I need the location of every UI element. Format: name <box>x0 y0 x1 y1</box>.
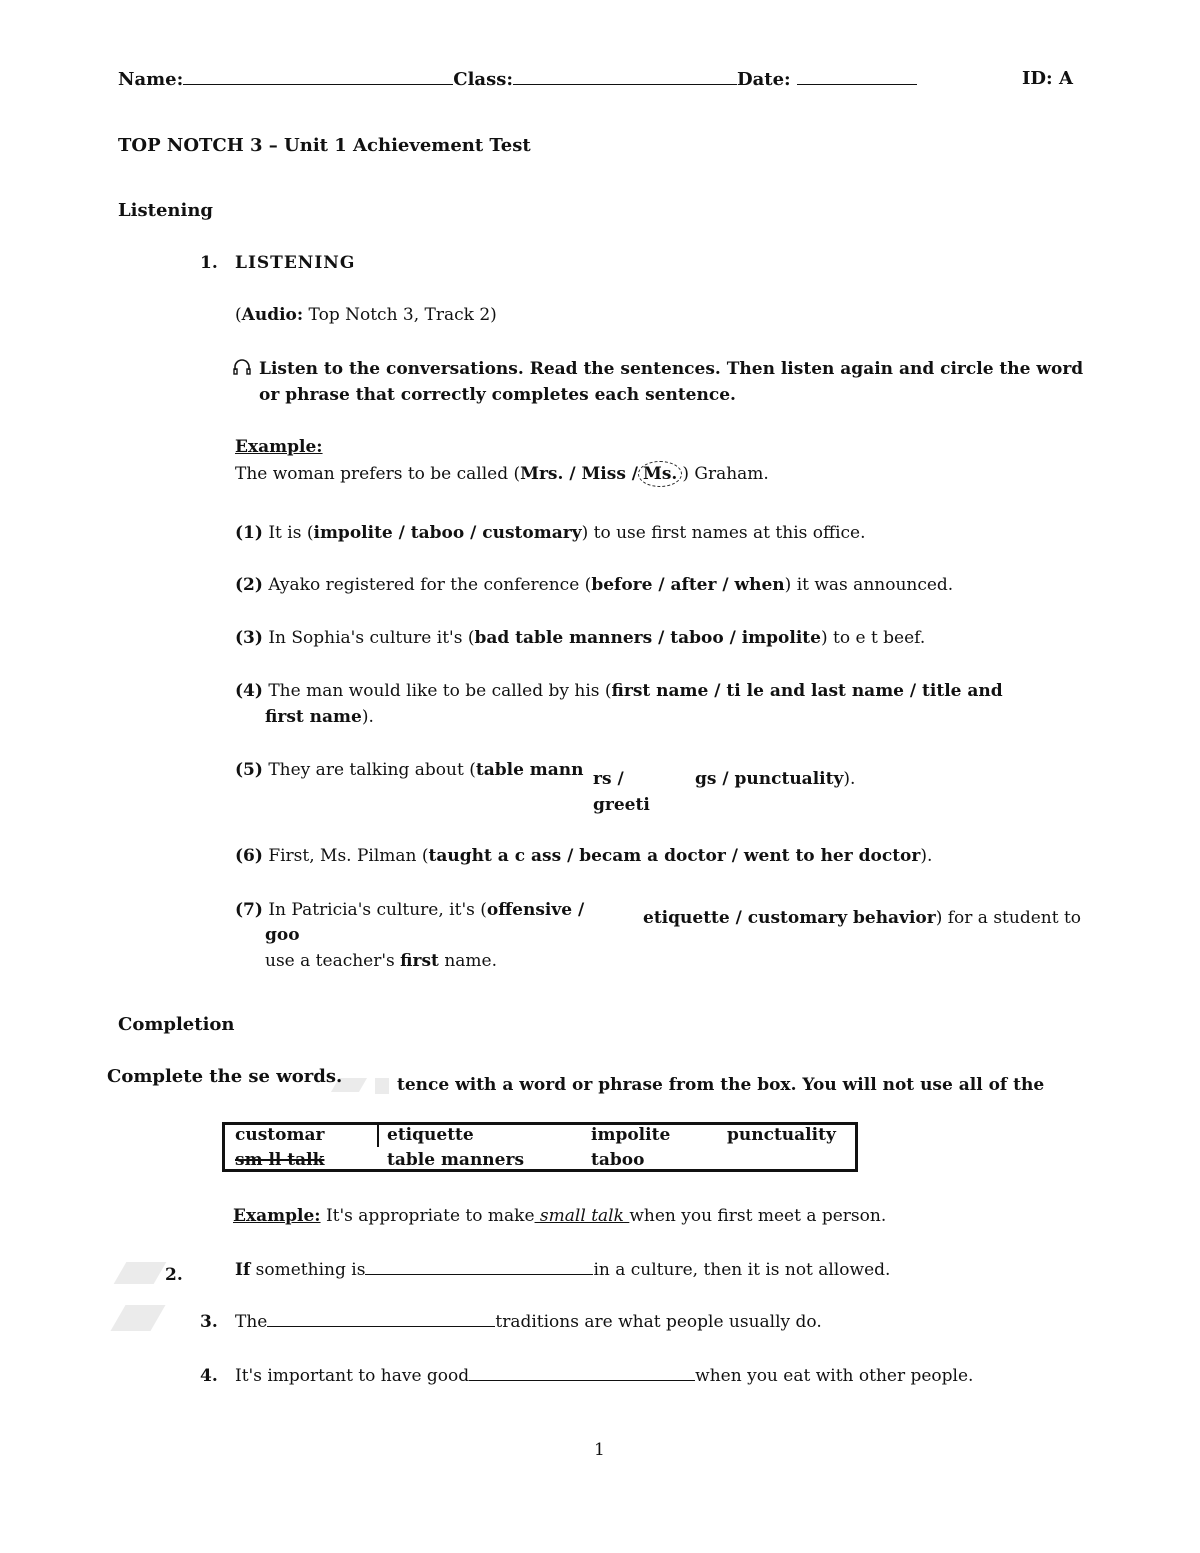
option-fragment: etiquette / customary behavior) for a student to <box>643 908 1082 928</box>
word-box-divider <box>377 1125 379 1147</box>
example-answer: small talk <box>534 1206 630 1226</box>
word-box <box>222 1122 858 1172</box>
completion-instruction: Complete the se words. <box>107 1066 343 1087</box>
test-id: ID: A <box>1022 68 1073 89</box>
listening-item: (5) They are talking about (table mann <box>235 760 584 780</box>
listening-item: (3) In Sophia's culture it's (bad table manners / taboo / impolite) to e t beef. <box>235 628 926 648</box>
question-number: 3. <box>200 1312 218 1332</box>
audio-reference: (Audio: Top Notch 3, Track 2) <box>235 305 497 325</box>
word-box-item: impolite <box>591 1125 671 1145</box>
word-box-item: punctuality <box>727 1125 836 1145</box>
example-label: Example: <box>233 1206 321 1226</box>
header-fields <box>118 68 917 90</box>
date-blank[interactable] <box>797 68 917 85</box>
option-fragment[interactable]: goo <box>265 925 300 945</box>
example-label: Example: <box>235 437 323 457</box>
page-number: 1 <box>594 1440 605 1460</box>
word-box-item-used: sm ll talk <box>235 1150 325 1170</box>
date-label: Date: <box>737 69 791 90</box>
page-title: TOP NOTCH 3 – Unit 1 Achievement Test <box>118 135 531 156</box>
answer-blank[interactable] <box>267 1312 495 1327</box>
word-box-item: etiquette <box>387 1125 474 1145</box>
listening-item-continued: first name). <box>265 707 374 727</box>
example-sentence: The woman prefers to be called (Mrs. / Miss / Ms. ) Graham. <box>235 461 769 487</box>
question-heading: LISTENING <box>235 253 356 273</box>
name-label: Name: <box>118 69 184 90</box>
answer-blank[interactable] <box>365 1260 593 1275</box>
listening-item: (4) The man would like to be called by his (first name / ti le and last name / title and <box>235 681 1003 701</box>
watermark-fragment <box>114 1262 167 1284</box>
question-number: 4. <box>200 1366 218 1386</box>
listening-item: (1) It is (impolite / taboo / customary) to use first names at this office. <box>235 523 866 543</box>
section-heading-completion: Completion <box>118 1014 235 1035</box>
answer-blank[interactable] <box>469 1366 695 1381</box>
option-fragment: gs / punctuality). <box>695 769 856 789</box>
listening-item: (7) In Patricia's culture, it's (offensive / <box>235 900 585 920</box>
listening-item: (2) Ayako registered for the conference (before / after / when) it was announced. <box>235 575 954 595</box>
class-label: Class: <box>453 69 514 90</box>
question-number: 1. <box>200 253 218 273</box>
circled-answer: Ms. <box>638 461 682 487</box>
option-fragment[interactable]: greeti <box>593 795 650 815</box>
instruction-line: or phrase that correctly completes each sentence. <box>259 385 736 405</box>
completion-instruction: tence with a word or phrase from the box. You will not use all of the <box>397 1075 1045 1095</box>
watermark-fragment <box>375 1078 389 1094</box>
completion-item: The traditions are what people usually do. <box>235 1312 822 1332</box>
name-blank[interactable] <box>183 68 453 85</box>
instruction-line: Listen to the conversations. Read the sentences. Then listen again and circle the word <box>259 359 1084 379</box>
completion-item: It's important to have good when you eat with other people. <box>235 1366 974 1386</box>
watermark-fragment <box>110 1305 165 1331</box>
audio-label: Audio: <box>241 305 304 325</box>
completion-example: Example: It's appropriate to make small talk when you first meet a person. <box>233 1206 887 1226</box>
word-box-item: table manners <box>387 1150 525 1170</box>
completion-item: If something is in a culture, then it is not allowed. <box>235 1260 891 1280</box>
question-number: 2. <box>165 1265 183 1285</box>
class-blank[interactable] <box>513 68 737 85</box>
word-box-item: customar <box>235 1125 325 1145</box>
section-heading-listening: Listening <box>118 200 213 221</box>
option-fragment[interactable]: rs / <box>593 769 624 789</box>
listening-item: (6) First, Ms. Pilman (taught a c ass / becam a doctor / went to her doctor). <box>235 846 933 866</box>
word-box-item: taboo <box>591 1150 645 1170</box>
listening-item-continued: use a teacher's first name. <box>265 951 497 971</box>
headphones-icon <box>232 358 252 380</box>
